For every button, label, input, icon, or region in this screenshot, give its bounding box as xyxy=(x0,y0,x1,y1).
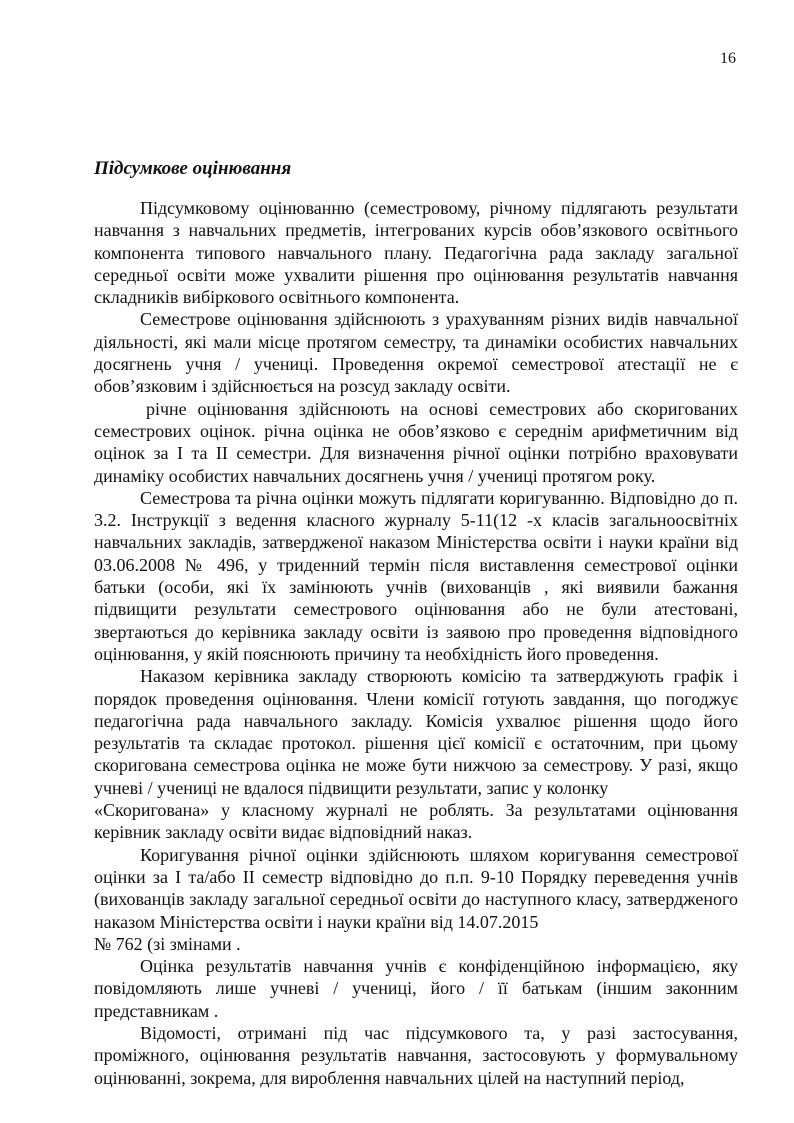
page-number: 16 xyxy=(720,50,736,67)
section-heading: Підсумкове оцінювання xyxy=(94,158,292,179)
paragraph-grade-correction: Семестрова та річна оцінки можуть підлягати коригуванню. Відповідно до п. 3.2. Інструкції з ведення класного журналу 5-11(12 -х класів загальноосвітніх навчальних закладів, затвердженої наказом Міністерства освіти і науки країни від 03.06.2008 № 496, у триденний термін після виставлення семестрової оцінки батьки (особи, які їх замінюють учнів (вихованців , які виявили бажання підвищити результати семестрового оцінювання або не були атестовані, звертаються до керівника закладу освіти із заявою про проведення відповідного оцінювання, у якій пояснюють причину та необхідність його проведення. xyxy=(94,487,738,664)
body-text xyxy=(94,197,738,1089)
paragraph-commission: Наказом керівника закладу створюють комісію та затверджують графік і порядок проведення оцінювання. Члени комісії готують завдання, що погоджує педагогічна рада навчального закладу. Комісія ухвалює рішення щодо його результатів та складає протокол. рішення цієї комісії є остаточним, при цьому скоригована семестрова оцінка не може бути нижчою за семестрову. У разі, якщо учневі / учениці не вдалося підвищити результати, запис у колонку «Скоригована» у класному журналі не роблять. За результатами оцінювання керівник закладу освіти видає відповідний наказ. xyxy=(94,666,738,843)
paragraph-semester-assessment: Семестрове оцінювання здійснюють з урахуванням різних видів навчальної діяльності, які мали місце протягом семестру, та динаміки особистих навчальних досягнень учня / учениці. Проведення окремої семестрової атестації не є обов’язковим і здійснюється на розсуд закладу освіти. xyxy=(94,309,738,397)
paragraph-formative-use: Відомості, отримані під час підсумкового та, у разі застосування, проміжного, оцінювання результатів навчання, застосовують у формувальному оцінюванні, зокрема, для вироблення навчальних цілей на наступний період, xyxy=(94,1022,738,1088)
paragraph-annual-correction: Коригування річної оцінки здійснюють шляхом коригування семестрової оцінки за І та/або ІІ семестр відповідно до п.п. 9-10 Порядку переведення учнів (вихованців закладу загальної середньої освіти до наступного класу, затвердженого наказом Міністерства освіти і науки країни від 14.07.2015 xyxy=(94,844,738,932)
paragraph-order-number: № 762 (зі змінами . xyxy=(94,933,241,954)
paragraph-confidentiality: Оцінка результатів навчання учнів є конфіденційною інформацією, яку повідомляють лише учневі / учениці, його / її батькам (іншим законним представникам . xyxy=(94,956,738,1021)
paragraph-final-assessment: Підсумковому оцінюванню (семестровому, річному підлягають результати навчання з навчальних предметів, інтегрованих курсів обов’язкового освітнього компонента типового навчального плану. Педагогічна рада закладу загальної середньої освіти може ухвалити рішення про оцінювання результатів навчання складників вибіркового освітнього компонента. xyxy=(94,198,738,308)
paragraph-annual-assessment: річне оцінювання здійснюють на основі семестрових або скоригованих семестрових оцінок. річна оцінка не обов’язково є середнім арифметичним від оцінок за І та ІІ семестри. Для визначення річної оцінки потрібно враховувати динаміку особистих навчальних досягнень учня / учениці протягом року. xyxy=(94,398,738,486)
